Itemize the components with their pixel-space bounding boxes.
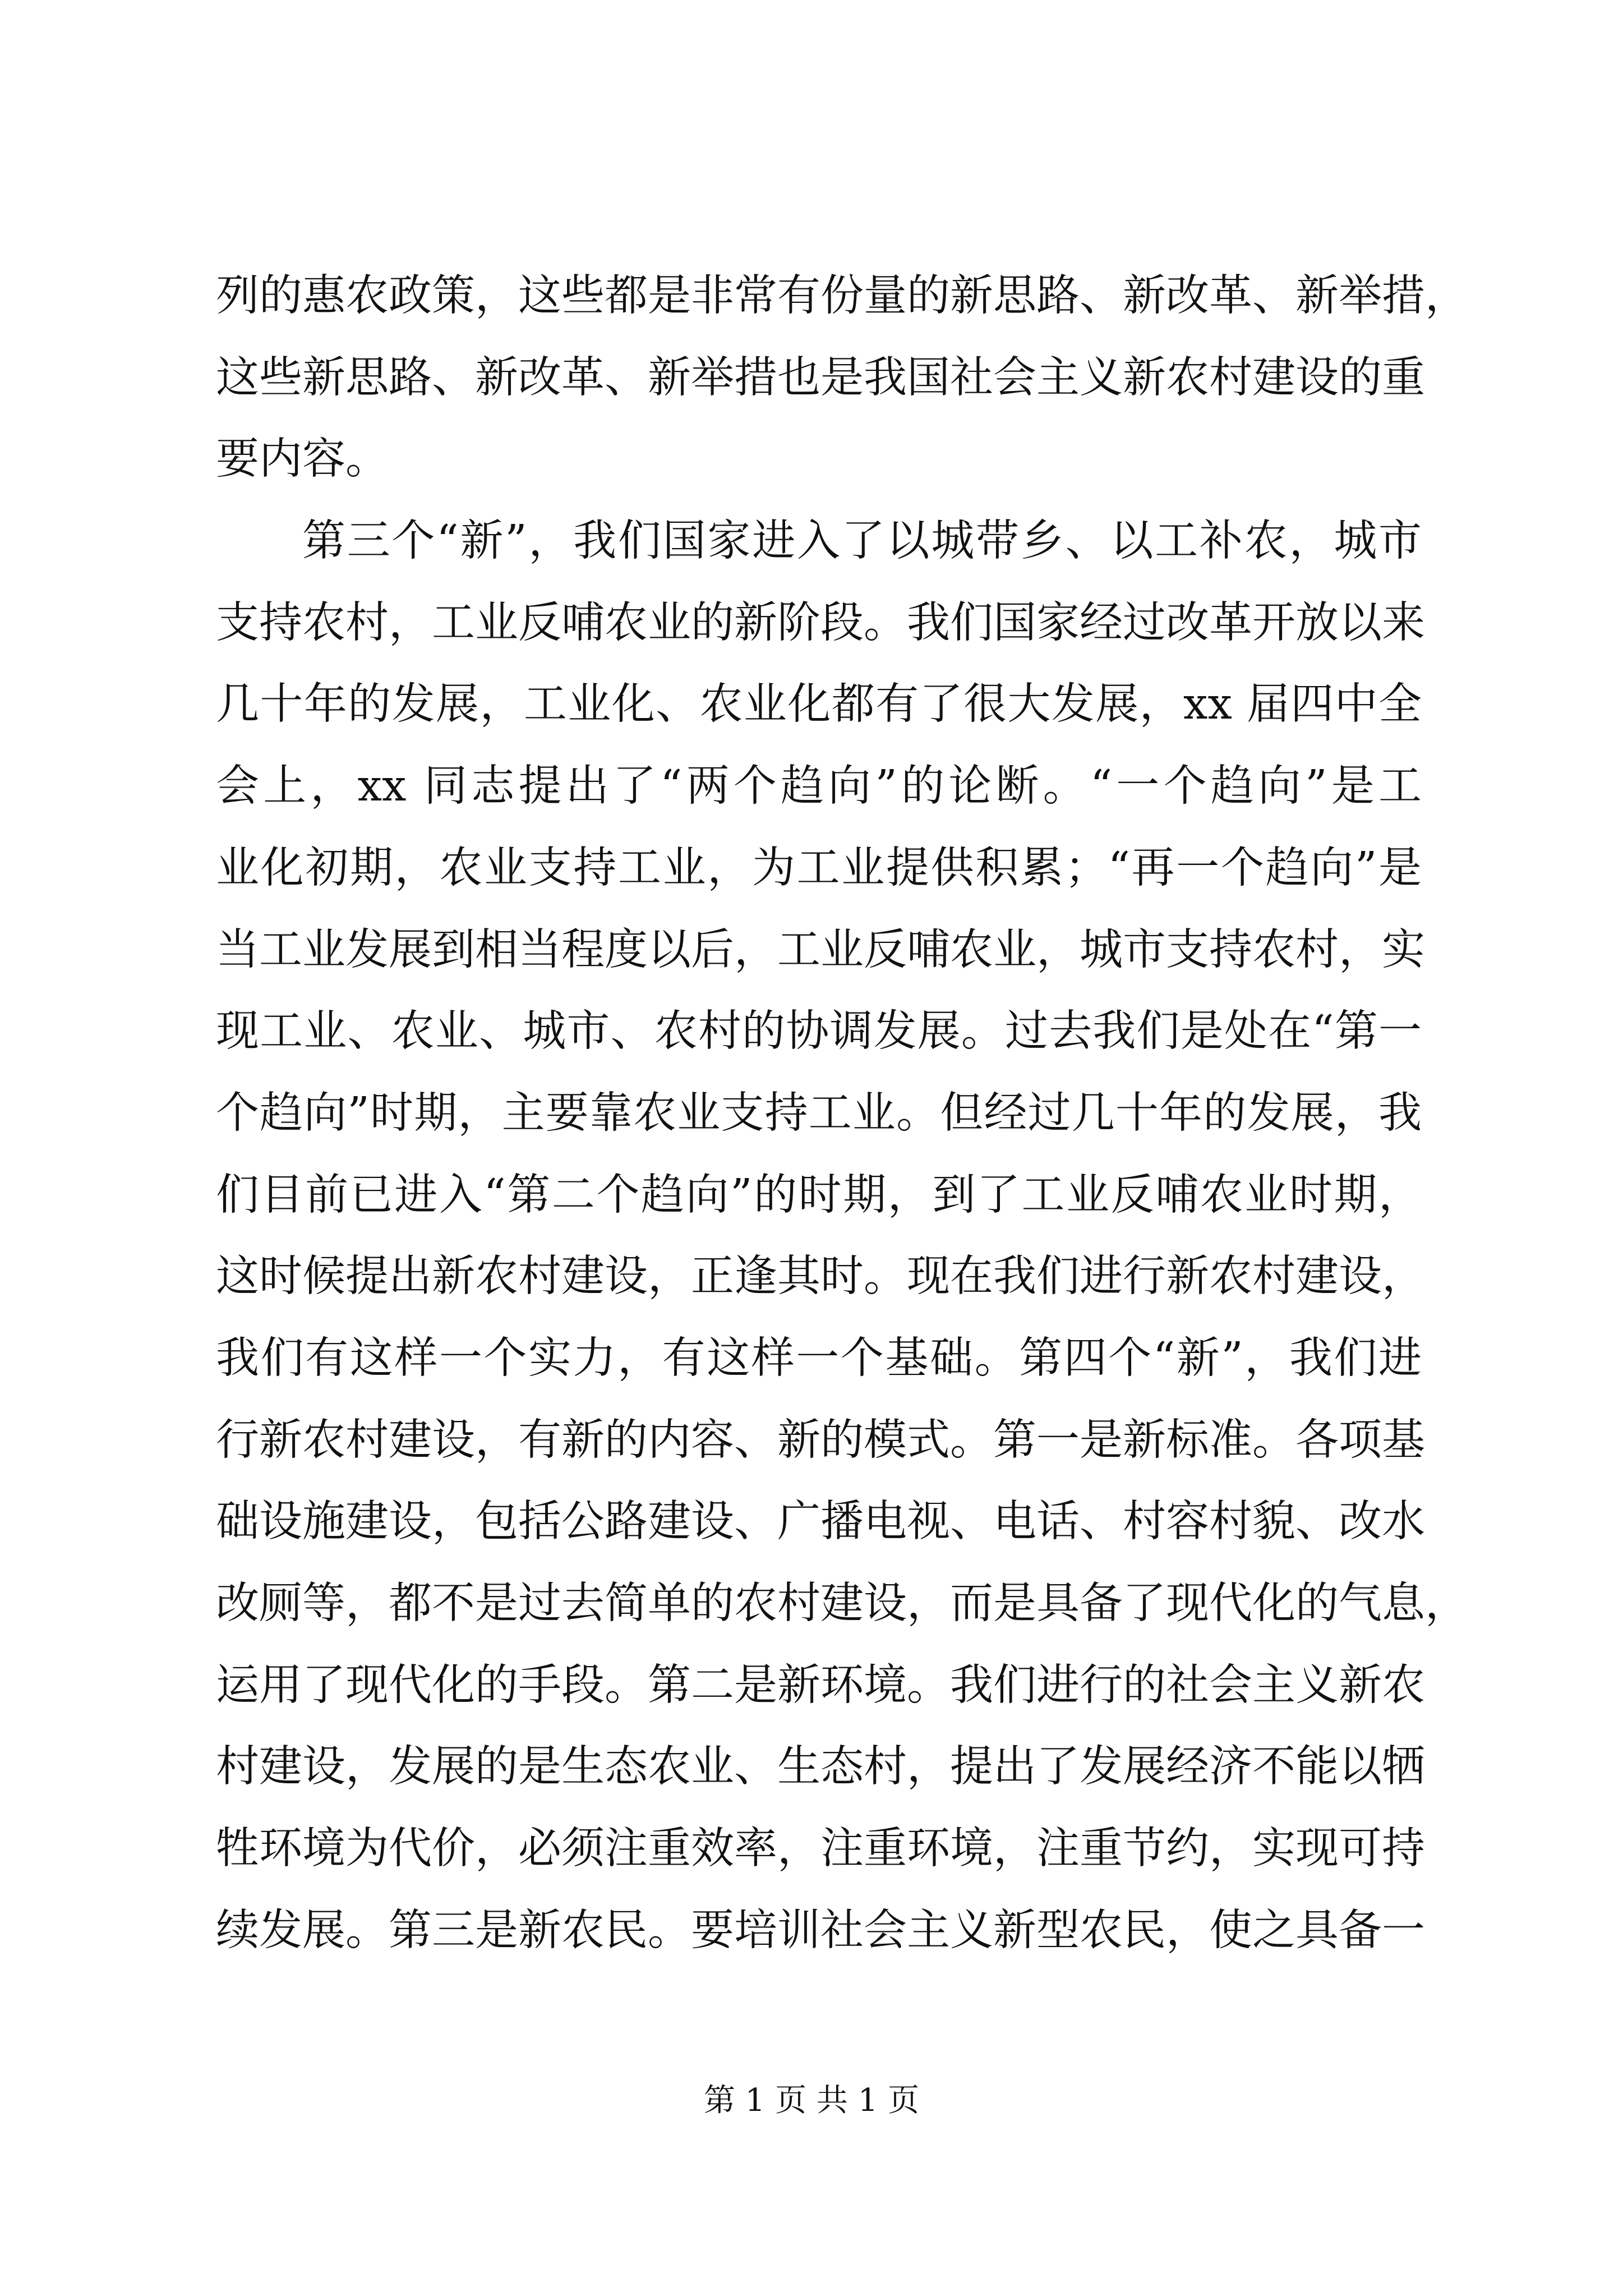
text-line: 们目前已进入“第二个趋向”的时期，到了工业反哺农业时期， — [216, 1170, 1422, 1220]
text-line: 要内容。 — [216, 434, 389, 485]
text-line: 业化初期，农业支持工业，为工业提供积累；“再一个趋向”是 — [216, 843, 1422, 893]
text-line: 第三个“新”，我们国家进入了以城带乡、以工补农，城市 — [302, 516, 1422, 567]
paragraph — [216, 500, 1468, 1971]
text-line: 支持农村，工业反哺农业的新阶段。我们国家经过改革开放以来 — [216, 597, 1425, 648]
paragraph — [216, 255, 1468, 500]
text-line: 这时候提出新农村建设，正逢其时。现在我们进行新农村建设， — [216, 1251, 1425, 1302]
text-line: 现工业、农业、城市、农村的协调发展。过去我们是处在“第一 — [216, 1006, 1422, 1057]
text-line: 个趋向”时期，主要靠农业支持工业。但经过几十年的发展，我 — [216, 1088, 1422, 1138]
text-line: 几十年的发展，工业化、农业化都有了很大发展，xx 届四中全 — [216, 679, 1422, 730]
text-line: 牲环境为代价，必须注重效率，注重环境，注重节约，实现可持 — [216, 1824, 1425, 1874]
text-line: 村建设，发展的是生态农业、生态村，提出了发展经济不能以牺 — [216, 1742, 1425, 1792]
text-line: 行新农村建设，有新的内容、新的模式。第一是新标准。各项基 — [216, 1415, 1425, 1465]
text-line: 改厕等，都不是过去简单的农村建设，而是具备了现代化的气息， — [216, 1579, 1468, 1628]
text-line: 我们有这样一个实力，有这样一个基础。第四个“新”，我们进 — [216, 1333, 1422, 1383]
page-number-label: 第 1 页 共 1 页 — [703, 2082, 920, 2119]
text-line: 当工业发展到相当程度以后，工业反哺农业，城市支持农村，实 — [216, 924, 1425, 975]
text-line: 续发展。第三是新农民。要培训社会主义新型农民，使之具备一 — [216, 1905, 1425, 1955]
text-line: 列的惠农政策，这些都是非常有份量的新思路、新改革、新举措， — [216, 271, 1468, 321]
text-line: 会上，xx 同志提出了“两个趋向”的论断。“一个趋向”是工 — [216, 761, 1422, 812]
text-line: 础设施建设，包括公路建设、广播电视、电话、村容村貌、改水 — [216, 1497, 1425, 1547]
text-line: 这些新思路、新改革、新举措也是我国社会主义新农村建设的重 — [216, 352, 1425, 403]
document-body — [216, 255, 1468, 1971]
page-footer — [0, 2081, 1623, 2120]
text-line: 运用了现代化的手段。第二是新环境。我们进行的社会主义新农 — [216, 1660, 1425, 1710]
